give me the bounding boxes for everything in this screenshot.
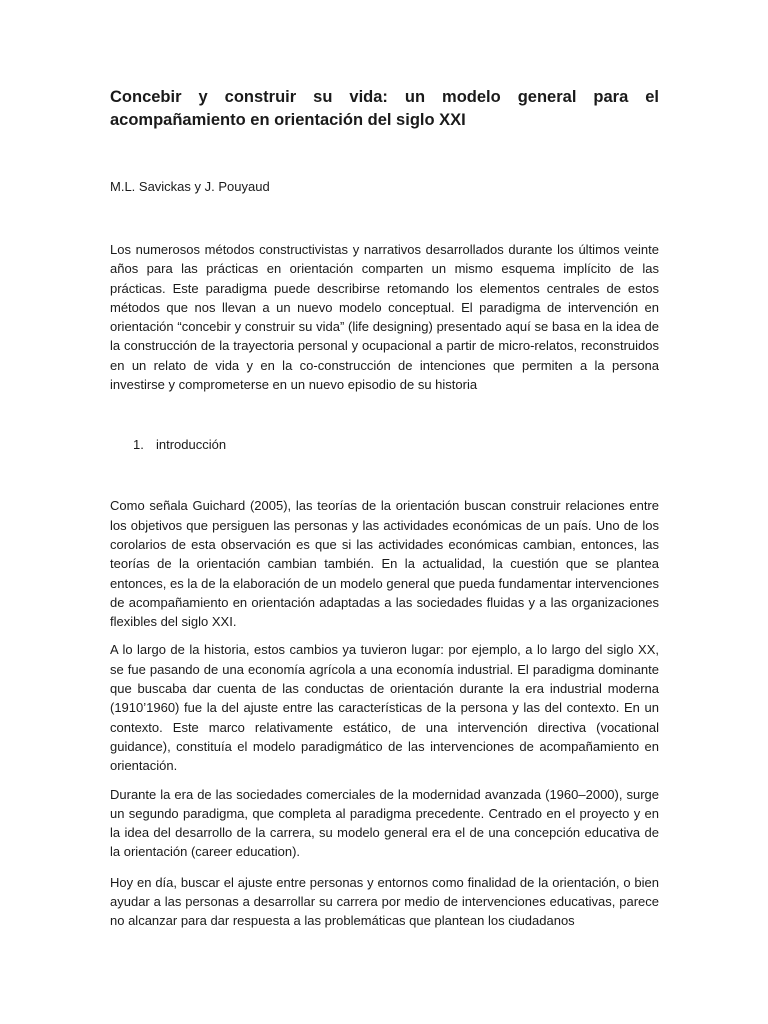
document-title: Concebir y construir su vida: un modelo general para el acompañamiento en orientación del siglo XXI [110,88,659,129]
body-paragraph: A lo largo de la historia, estos cambios ya tuvieron lugar: por ejemplo, a lo largo del siglo XX, se fue pasando de una economía agrícola a una economía industrial. El paradigma dominante que buscaba dar cuenta de las conductas de orientación durante la era industrial moderna (1910’1960) fue la del ajuste entre las características de la persona y las del contexto. En un contexto. Este marco relativamente estático, de una intervención directiva (vocational guidance), constituía el modelo paradigmático de las intervenciones de acompañamiento en orientación. [110,642,659,774]
document-authors: M.L. Savickas y J. Pouyaud [110,179,270,194]
abstract-paragraph: Los numerosos métodos constructivistas y narrativos desarrollados durante los últimos veinte años para las prácticas en orientación comparten un mismo esquema implícito de las prácticas. Este paradigma puede describirse retomando los elementos centrales de estos métodos que nos llevan a un nuevo modelo conceptual. El paradigma de intervención en orientación “concebir y construir su vida” (life designing) presentado aquí se basa en la idea de la construcción de la trayectoria personal y ocupacional a partir de micro-relatos, reconstruidos en un relato de vida y en la co-construcción de intenciones que permiten a la persona investirse y comprometerse en un nuevo episodio de su historia [110,242,659,393]
body-paragraph: Hoy en día, buscar el ajuste entre personas y entornos como finalidad de la orientación, o bien ayudar a las personas a desarrollar su carrera por medio de intervenciones educativas, parece no alcanzar para dar respuesta a las problemáticas que plantean los ciudadanos [110,874,659,929]
section-number: 1. [133,437,144,453]
body-paragraph: Como señala Guichard (2005), las teorías de la orientación buscan construir relaciones entre los objetivos que persiguen las personas y las actividades económicas de un país. Uno de los corolarios de esta observación es que si las actividades económicas cambian, entonces, las teorías de la orientación cambian también. En la actualidad, la cuestión que se plantea entonces, es la de la elaboración de un modelo general que pueda fundamentar intervenciones de acompañamiento en orientación adaptadas a las sociedades fluidas y a las organizaciones flexibles del siglo XXI. [110,498,659,630]
section-heading [133,436,659,454]
section-title: introducción [156,437,227,453]
body-paragraph: Durante la era de las sociedades comerciales de la modernidad avanzada (1960–2000), surge un segundo paradigma, que completa al paradigma precedente. Centrado en el proyecto y en la idea del desarrollo de la carrera, su modelo general era el de una concepción educativa de la orientación (career education). [110,786,659,860]
